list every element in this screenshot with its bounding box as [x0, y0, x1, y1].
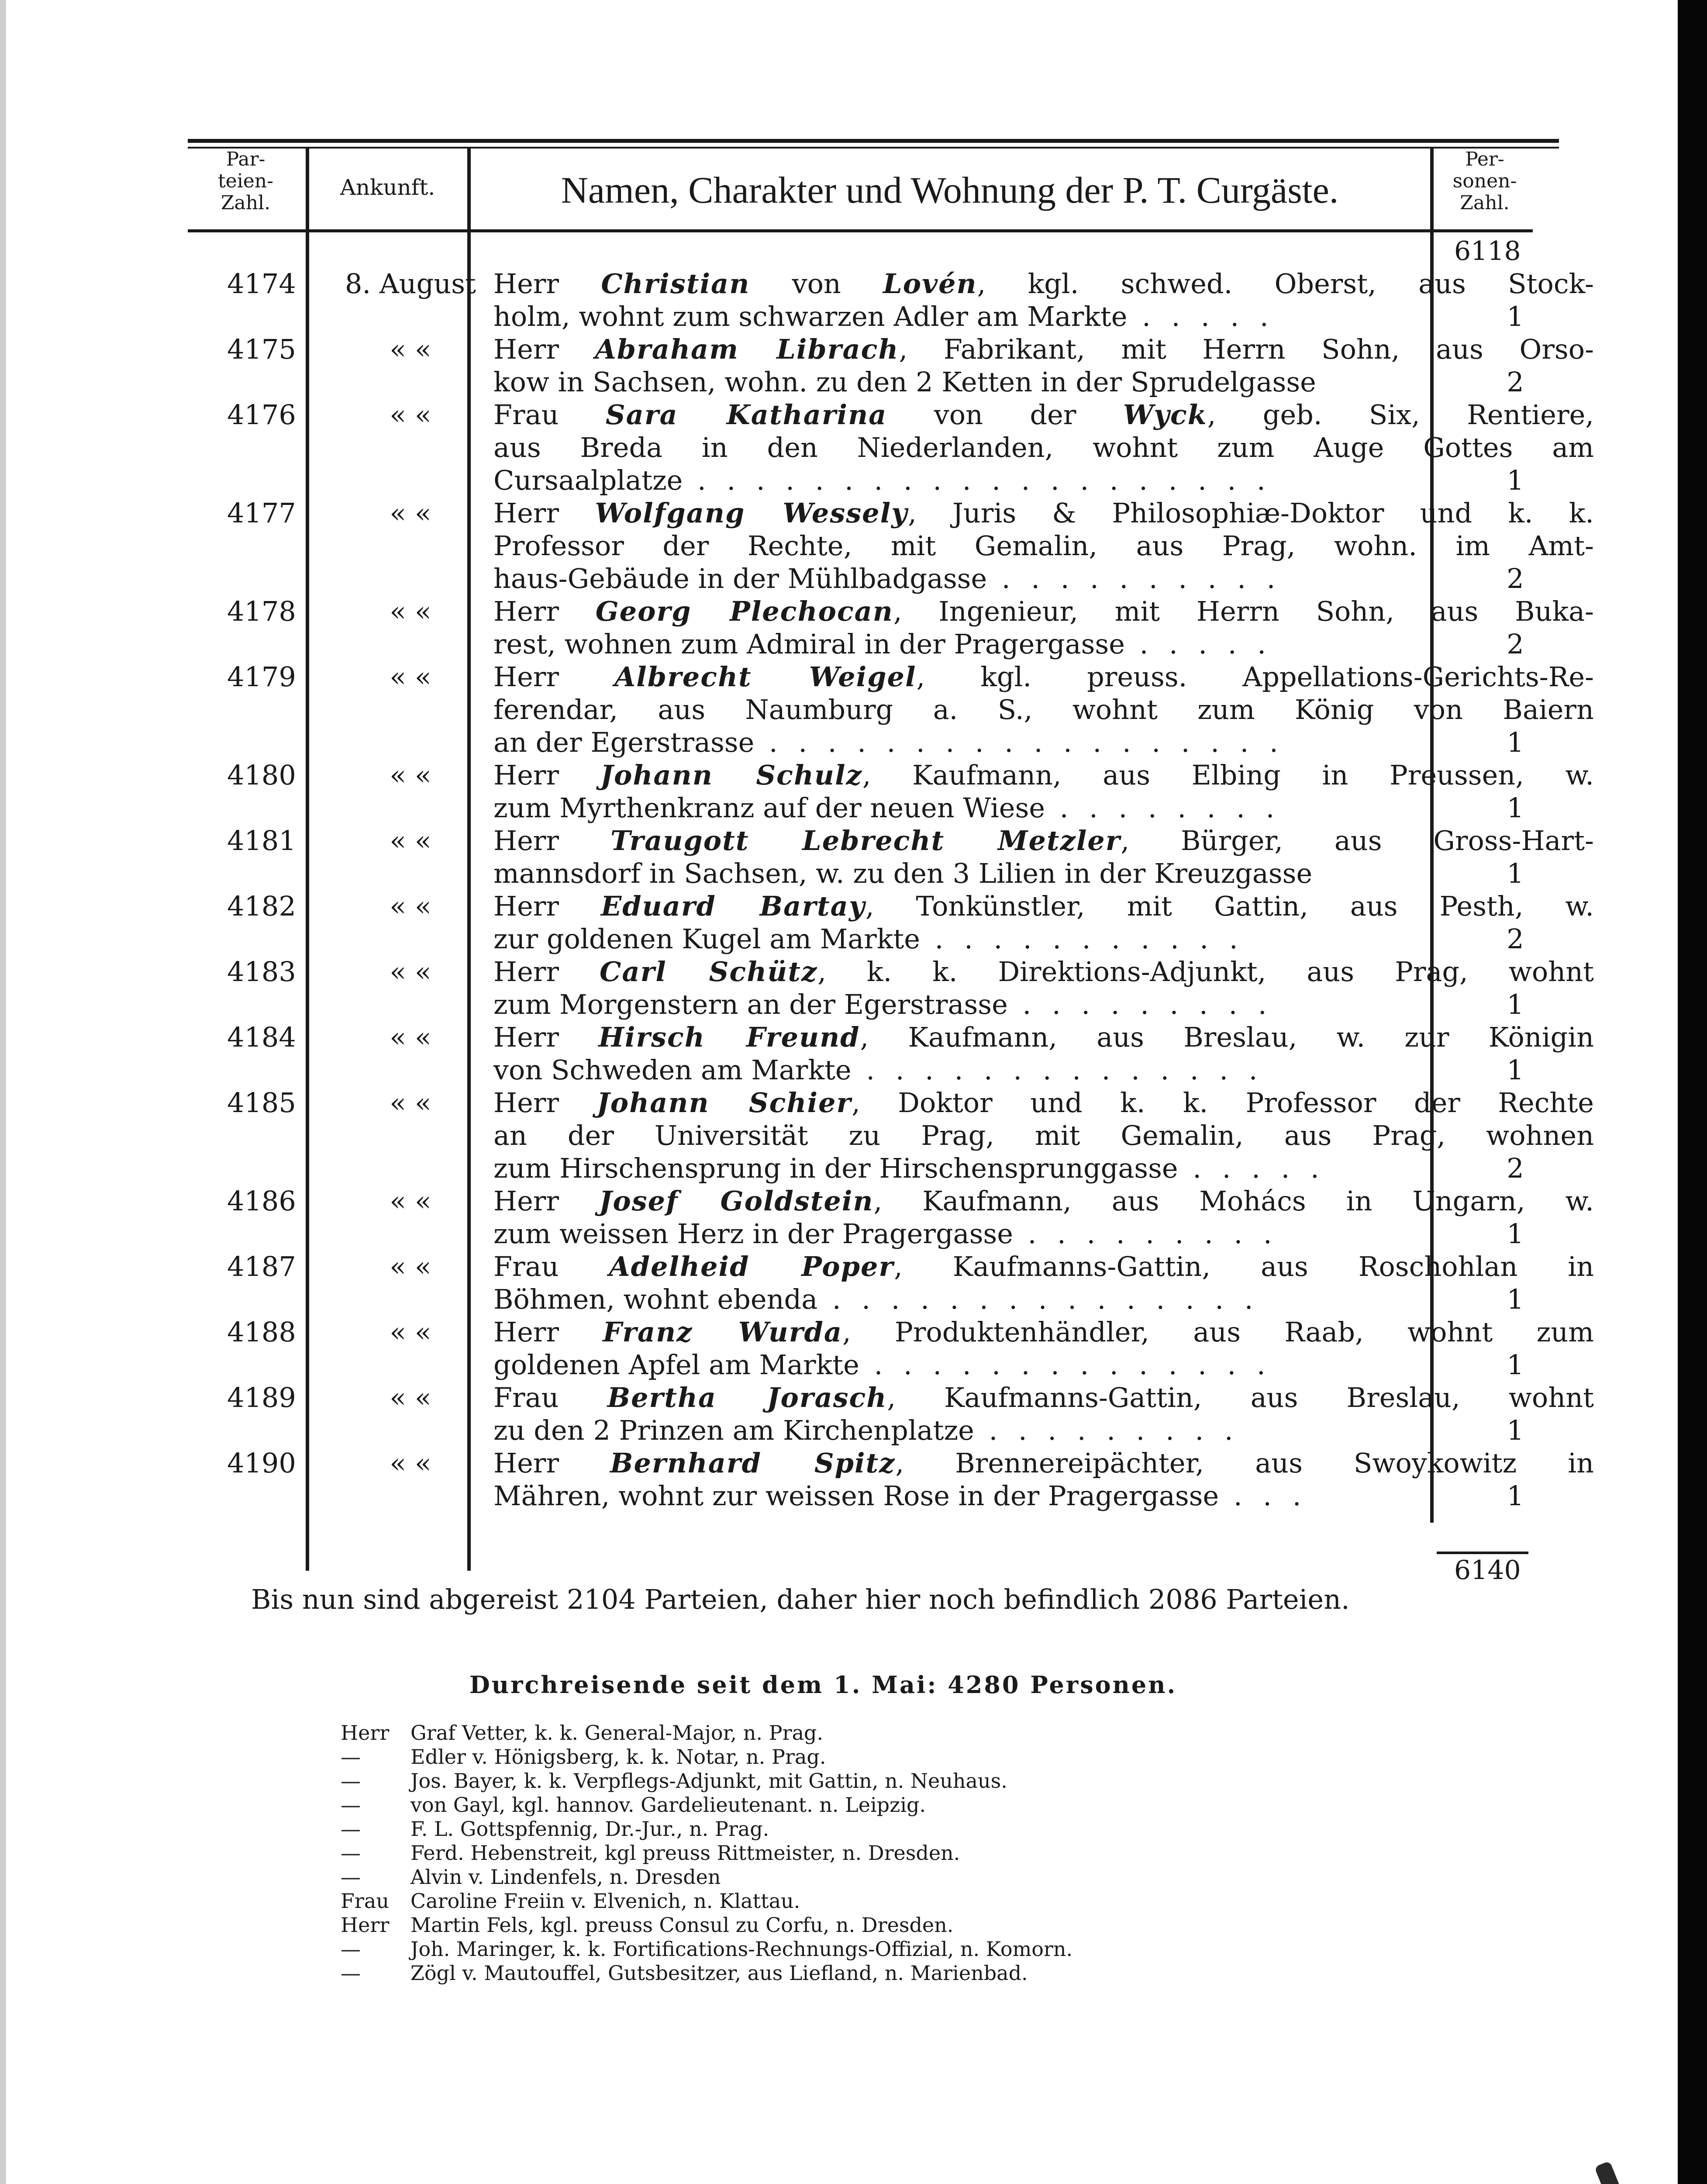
person-count: 1: [1507, 1283, 1524, 1315]
guest-name: Franz Wurda: [603, 1316, 842, 1348]
description-text: Frau: [493, 399, 606, 431]
leader-dots: . . . . . . . . . . . . . .: [851, 1054, 1264, 1086]
person-count: 1: [1507, 1054, 1524, 1086]
guest-description: [493, 1316, 1594, 1381]
description-text: , Kaufmann, aus Elbing in Preussen, w.: [862, 759, 1594, 791]
guest-description: [493, 1447, 1594, 1512]
transit-entry: Graf Vetter, k. k. General-Major, n. Prag.: [410, 1721, 824, 1745]
description-line: [493, 628, 1594, 660]
arrival-date: « «: [390, 1087, 431, 1119]
guest-description: [493, 1250, 1594, 1316]
description-line: [493, 1381, 1594, 1414]
guest-name: Adelheid Poper: [609, 1251, 894, 1282]
party-number: 4177: [227, 497, 296, 529]
leader-dots: . . . . . . . . . . . . . . . . . . . .: [683, 464, 1272, 496]
description-line: [493, 791, 1594, 824]
party-number: 4188: [227, 1316, 296, 1348]
party-number: 4176: [227, 399, 296, 431]
description-line: [493, 529, 1594, 562]
transit-entry: Alvin v. Lindenfels, n. Dresden: [410, 1865, 721, 1889]
description-line: [493, 923, 1594, 955]
description-text: zum Myrthenkranz auf der neuen Wiese: [493, 792, 1045, 824]
leader-dots: . . . . .: [1124, 628, 1272, 660]
table-row: [188, 267, 1594, 333]
description-text: Professor der Rechte, mit Gemalin, aus Prag, wohn. im Amt-: [493, 530, 1594, 562]
person-count: 2: [1507, 923, 1524, 955]
description-line: [493, 890, 1594, 923]
arrival-date: « «: [390, 399, 431, 431]
description-text: Frau: [493, 1251, 609, 1282]
carry-over-total: 6118: [1454, 236, 1521, 266]
description-text: zu den 2 Prinzen am Kirchenplatze: [493, 1414, 974, 1446]
top-rule-thin: [188, 147, 1559, 149]
top-rule: [188, 139, 1559, 143]
description-text: Cursaalplatze: [493, 464, 683, 496]
description-line: [493, 595, 1594, 628]
description-text: ferendar, aus Naumburg a. S., wohnt zum König von Baiern: [493, 694, 1594, 726]
guest-description: [493, 1021, 1594, 1086]
title-prefix: —: [341, 1961, 361, 1985]
description-text: rest, wohnen zum Admiral in der Pragergasse: [493, 628, 1125, 660]
title-prefix: Frau: [341, 1889, 389, 1913]
leader-dots: . . . . . . . . . . . . . . .: [817, 1283, 1259, 1315]
guest-name: Albrecht Weigel: [614, 661, 917, 693]
list-item: [341, 1889, 1301, 1913]
description-line: [493, 1283, 1594, 1316]
arrival-date: « «: [390, 1185, 431, 1217]
description-text: , Brennereipächter, aus Swoykowitz in: [895, 1447, 1594, 1479]
description-line: [493, 693, 1594, 726]
guest-description: [493, 398, 1594, 497]
header-personen: Per- sonen- Zahl.: [1452, 148, 1517, 214]
description-line: [493, 1414, 1594, 1447]
title-prefix: Herr: [341, 1721, 390, 1745]
description-text: von Schweden am Markte: [493, 1054, 852, 1086]
description-line: [493, 1479, 1594, 1512]
leader-dots: . . . . . . . . . .: [987, 563, 1282, 594]
party-number: 4174: [227, 268, 296, 300]
table-row: [188, 1250, 1594, 1316]
description-text: Herr: [493, 661, 615, 693]
leader-dots: . . . . . . . .: [1045, 792, 1281, 824]
transit-entry: von Gayl, kgl. hannov. Gardelieutenant. n. Leipzig.: [410, 1793, 926, 1817]
description-line: [493, 267, 1594, 300]
party-number: 4179: [227, 661, 296, 693]
transit-entry: Joh. Maringer, k. k. Fortifications-Rechnungs-Offizial, n. Komorn.: [410, 1937, 1073, 1961]
leader-dots: . . . . .: [1127, 301, 1275, 332]
description-text: , kgl. schwed. Oberst, aus Stock-: [977, 268, 1594, 300]
description-line: [493, 366, 1594, 398]
guest-name: Johann Schier: [597, 1087, 852, 1119]
description-text: , Fabrikant, mit Herrn Sohn, aus Orso-: [899, 333, 1594, 365]
guest-name: Bernhard Spitz: [610, 1447, 896, 1479]
description-text: von der: [887, 399, 1123, 431]
description-text: , k. k. Direktions-Adjunkt, aus Prag, wohnt: [817, 956, 1594, 988]
list-item: [341, 1913, 1301, 1937]
guest-description: [493, 660, 1594, 759]
arrival-date: « «: [390, 1447, 431, 1479]
guest-name: Sara Katharina: [605, 399, 887, 431]
description-line: [493, 857, 1594, 890]
guest-name: Abraham Librach: [595, 333, 899, 365]
table-row: [188, 1316, 1594, 1381]
guest-description: [493, 595, 1594, 660]
description-text: kow in Sachsen, wohn. zu den 2 Ketten in der Sprudelgasse: [493, 366, 1316, 398]
guest-name: Wyck: [1123, 399, 1207, 431]
description-line: [493, 1119, 1594, 1152]
description-text: , kgl. preuss. Appellations-Gerichts-Re-: [916, 661, 1594, 693]
description-text: an der Universität zu Prag, mit Gemalin, aus Prag, wohnen: [493, 1120, 1594, 1151]
table-row: [188, 890, 1594, 955]
header-rule: [188, 229, 1533, 232]
description-text: Herr: [493, 825, 610, 857]
list-item: [341, 1745, 1301, 1769]
departure-summary: Bis nun sind abgereist 2104 Parteien, daher hier noch befindlich 2086 Parteien.: [251, 1583, 1350, 1615]
description-line: [493, 726, 1594, 759]
arrival-date: 8. August: [345, 268, 476, 300]
description-text: Böhmen, wohnt ebenda: [493, 1283, 818, 1315]
party-number: 4175: [227, 333, 296, 365]
title-prefix: —: [341, 1937, 361, 1961]
description-text: von: [750, 268, 883, 300]
description-text: Herr: [493, 1447, 610, 1479]
guest-name: Georg Plechocan: [595, 595, 893, 627]
party-number: 4180: [227, 759, 296, 791]
table-row: [188, 1447, 1594, 1512]
description-line: [493, 660, 1594, 693]
description-line: [493, 1348, 1594, 1381]
description-text: zum Morgenstern an der Egerstrasse: [493, 988, 1008, 1020]
leader-dots: . . . . . . . . . . .: [920, 923, 1244, 955]
description-text: Herr: [493, 595, 596, 627]
table-row: [188, 660, 1594, 759]
title-prefix: —: [341, 1745, 361, 1769]
table-row: [188, 1021, 1594, 1086]
description-line: [493, 431, 1594, 464]
description-line: [493, 1152, 1594, 1185]
description-line: [493, 1316, 1594, 1348]
description-line: [493, 1250, 1594, 1283]
list-item: [341, 1841, 1301, 1865]
party-number: 4187: [227, 1251, 296, 1282]
guest-description: [493, 1381, 1594, 1447]
description-text: zum Hirschensprung in der Hirschensprunggasse: [493, 1152, 1178, 1184]
header-ankunft: Ankunft.: [340, 175, 435, 200]
description-line: [493, 562, 1594, 595]
description-line: [493, 1185, 1594, 1217]
person-count: 1: [1507, 301, 1524, 332]
guest-description: [493, 824, 1594, 890]
description-text: aus Breda in den Niederlanden, wohnt zum Auge Gottes am: [493, 432, 1594, 463]
party-number: 4181: [227, 825, 296, 857]
transit-entry: Jos. Bayer, k. k. Verpflegs-Adjunkt, mit Gattin, n. Neuhaus.: [410, 1769, 1007, 1793]
description-text: zum weissen Herz in der Pragergasse: [493, 1218, 1013, 1250]
guest-description: [493, 497, 1594, 595]
description-line: [493, 333, 1594, 366]
leader-dots: . . . . . . . . .: [974, 1414, 1239, 1446]
table-row: [188, 333, 1594, 398]
table-row: [188, 398, 1594, 497]
guest-name: Johann Schulz: [600, 759, 862, 791]
party-number: 4189: [227, 1382, 296, 1413]
transit-entry: Zögl v. Mautouffel, Gutsbesitzer, aus Liefland, n. Marienbad.: [410, 1961, 1028, 1985]
table-row: [188, 759, 1594, 824]
description-text: , Produktenhändler, aus Raab, wohnt zum: [842, 1316, 1594, 1348]
leader-dots: . . . . . . . . . . . . . . . . . .: [754, 726, 1284, 758]
description-text: Herr: [493, 1316, 603, 1348]
list-item: [341, 1769, 1301, 1793]
party-number: 4183: [227, 956, 296, 988]
description-text: an der Egerstrasse: [493, 726, 755, 758]
party-number: 4190: [227, 1447, 296, 1479]
description-text: Herr: [493, 268, 601, 300]
person-count: 2: [1507, 563, 1524, 594]
description-text: Herr: [493, 497, 595, 529]
list-item: [341, 1937, 1301, 1961]
guest-description: [493, 1086, 1594, 1185]
description-line: [493, 1021, 1594, 1054]
arrival-date: « «: [390, 497, 431, 529]
description-text: , Doktor und k. k. Professor der Rechte: [852, 1087, 1594, 1119]
arrival-date: « «: [390, 890, 431, 922]
description-line: [493, 824, 1594, 857]
guest-description: [493, 890, 1594, 955]
description-text: , Juris & Philosophiæ-Doktor und k. k.: [908, 497, 1594, 529]
list-item: [341, 1793, 1301, 1817]
description-line: [493, 759, 1594, 791]
description-text: Mähren, wohnt zur weissen Rose in der Pragergasse: [493, 1480, 1219, 1512]
guest-name: Eduard Bartay: [601, 890, 866, 922]
description-line: [493, 1217, 1594, 1250]
description-text: Herr: [493, 1087, 597, 1119]
title-prefix: —: [341, 1841, 361, 1865]
description-line: [493, 300, 1594, 333]
description-line: [493, 1086, 1594, 1119]
table-row: [188, 1086, 1594, 1185]
title-prefix: —: [341, 1769, 361, 1793]
title-prefix: —: [341, 1865, 361, 1889]
person-count: 1: [1507, 1349, 1524, 1381]
list-item: [341, 1817, 1301, 1841]
description-text: , Kaufmann, aus Mohács in Ungarn, w.: [873, 1185, 1594, 1217]
guest-name: Lovén: [883, 268, 977, 300]
description-text: , Kaufmanns-Gattin, aus Breslau, wohnt: [887, 1382, 1594, 1413]
person-count: 2: [1507, 628, 1524, 660]
description-line: [493, 464, 1594, 497]
header-namen: Namen, Charakter und Wohnung der P. T. Curgäste.: [561, 169, 1339, 211]
running-total: 6140: [1454, 1555, 1521, 1586]
scan-edge-left: [0, 0, 6, 2184]
description-line: [493, 497, 1594, 529]
description-line: [493, 1054, 1594, 1086]
guest-name: Hirsch Freund: [598, 1021, 860, 1053]
arrival-date: « «: [390, 661, 431, 693]
leader-dots: . . . . . . . . .: [1007, 988, 1273, 1020]
guest-description: [493, 267, 1594, 333]
transit-heading: Durchreisende seit dem 1. Mai: 4280 Personen.: [469, 1671, 1177, 1699]
ink-mark: [1594, 2161, 1628, 2184]
party-number: 4185: [227, 1087, 296, 1119]
arrival-date: « «: [390, 1316, 431, 1348]
description-text: Herr: [493, 956, 600, 988]
person-count: 1: [1507, 988, 1524, 1020]
arrival-date: « «: [390, 1251, 431, 1282]
description-text: mannsdorf in Sachsen, w. zu den 3 Lilien in der Kreuzgasse: [493, 857, 1313, 889]
guest-description: [493, 333, 1594, 398]
person-count: 1: [1507, 726, 1524, 758]
person-count: 1: [1507, 1480, 1524, 1512]
arrival-date: « «: [390, 1021, 431, 1053]
table-row: [188, 595, 1594, 660]
description-text: holm, wohnt zum schwarzen Adler am Markte: [493, 301, 1128, 332]
guest-name: Christian: [601, 268, 750, 300]
description-text: , Tonkünstler, mit Gattin, aus Pesth, w.: [865, 890, 1594, 922]
arrival-date: « «: [390, 956, 431, 988]
description-text: , Kaufmanns-Gattin, aus Roschohlan in: [894, 1251, 1594, 1282]
guest-name: Bertha Jorasch: [607, 1382, 887, 1413]
arrival-date: « «: [390, 825, 431, 857]
description-text: Herr: [493, 1021, 599, 1053]
arrival-date: « «: [390, 333, 431, 365]
leader-dots: . . . . . . . . . . . . . .: [859, 1349, 1272, 1381]
guest-name: Josef Goldstein: [599, 1185, 874, 1217]
transit-entry: F. L. Gottspfennig, Dr.-Jur., n. Prag.: [410, 1817, 769, 1841]
description-text: , geb. Six, Rentiere,: [1207, 399, 1594, 431]
description-text: zur goldenen Kugel am Markte: [493, 923, 920, 955]
title-prefix: —: [341, 1793, 361, 1817]
transit-list: [341, 1721, 1301, 1985]
guest-description: [493, 759, 1594, 824]
leader-dots: . . . . . . . . .: [1013, 1218, 1278, 1250]
description-line: [493, 1447, 1594, 1479]
list-item: [341, 1961, 1301, 1985]
party-number: 4178: [227, 595, 296, 627]
description-text: , Bürger, aus Gross-Hart-: [1121, 825, 1594, 857]
description-line: [493, 955, 1594, 988]
arrival-date: « «: [390, 1382, 431, 1413]
person-count: 1: [1507, 792, 1524, 824]
guest-description: [493, 1185, 1594, 1250]
description-text: goldenen Apfel am Markte: [493, 1349, 859, 1381]
party-number: 4184: [227, 1021, 296, 1053]
description-text: Herr: [493, 759, 600, 791]
description-text: haus-Gebäude in der Mühlbadgasse: [493, 563, 987, 594]
description-text: Frau: [493, 1382, 607, 1413]
table-row: [188, 1185, 1594, 1250]
guest-name: Traugott Lebrecht Metzler: [610, 825, 1121, 857]
party-number: 4186: [227, 1185, 296, 1217]
list-item: [341, 1721, 1301, 1745]
guest-name: Wolfgang Wessely: [595, 497, 908, 529]
table-row: [188, 955, 1594, 1021]
scan-edge-right: [1678, 0, 1707, 2184]
table-row: [188, 1381, 1594, 1447]
arrival-date: « «: [390, 759, 431, 791]
table-row: [188, 824, 1594, 890]
guest-name: Carl Schütz: [600, 956, 818, 988]
description-text: Herr: [493, 890, 601, 922]
title-prefix: Herr: [341, 1913, 390, 1937]
description-text: Herr: [493, 1185, 600, 1217]
leader-dots: . . . . .: [1178, 1152, 1325, 1184]
transit-entry: Edler v. Hönigsberg, k. k. Notar, n. Prag.: [410, 1745, 826, 1769]
person-count: 1: [1507, 1218, 1524, 1250]
description-line: [493, 398, 1594, 431]
person-count: 2: [1507, 1152, 1524, 1184]
transit-entry: Ferd. Hebenstreit, kgl preuss Rittmeister, n. Dresden.: [410, 1841, 960, 1865]
person-count: 1: [1507, 464, 1524, 496]
leader-dots: . . .: [1219, 1480, 1307, 1512]
guest-list: [188, 267, 1594, 1512]
transit-entry: Martin Fels, kgl. preuss Consul zu Corfu, n. Dresden.: [410, 1913, 954, 1937]
party-number: 4182: [227, 890, 296, 922]
transit-entry: Caroline Freiin v. Elvenich, n. Klattau.: [410, 1889, 800, 1913]
description-line: [493, 988, 1594, 1021]
title-prefix: —: [341, 1817, 361, 1841]
person-count: 1: [1507, 857, 1524, 889]
description-text: Herr: [493, 333, 595, 365]
total-rule: [1437, 1552, 1528, 1554]
person-count: 2: [1507, 366, 1524, 398]
description-text: , Kaufmann, aus Breslau, w. zur Königin: [860, 1021, 1594, 1053]
list-item: [341, 1865, 1301, 1889]
person-count: 1: [1507, 1414, 1524, 1446]
header-parteien: Par- teien- Zahl.: [217, 148, 274, 214]
table-row: [188, 497, 1594, 595]
guest-description: [493, 955, 1594, 1021]
arrival-date: « «: [390, 595, 431, 627]
description-text: , Ingenieur, mit Herrn Sohn, aus Buka-: [893, 595, 1594, 627]
